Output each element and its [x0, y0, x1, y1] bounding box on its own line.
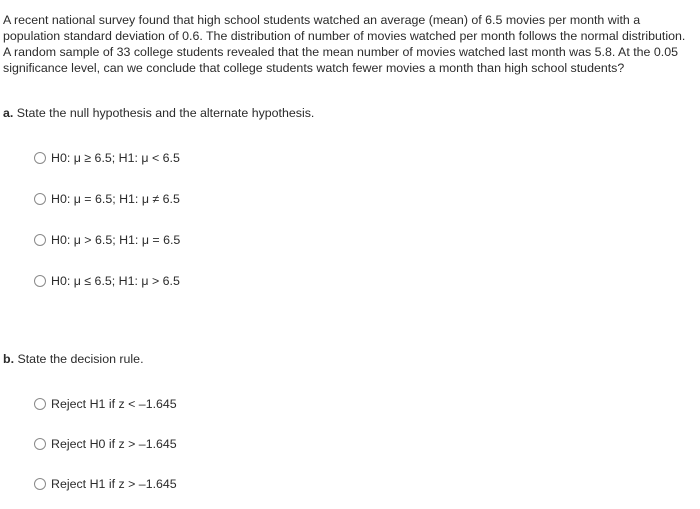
- radio-circle-icon[interactable]: [34, 193, 46, 205]
- radio-circle-icon[interactable]: [34, 438, 46, 450]
- option-a1-text: H0: μ ≥ 6.5; H1: μ < 6.5: [51, 151, 180, 165]
- part-a-letter: a.: [3, 106, 14, 120]
- radio-circle-icon[interactable]: [34, 152, 46, 164]
- option-b3[interactable]: [34, 477, 177, 491]
- part-b-prompt: State the decision rule.: [17, 352, 144, 366]
- radio-circle-icon[interactable]: [34, 478, 46, 490]
- question-text: A recent national survey found that high school students watched an average (mean) of 6.5 movies per month with a population standard deviation of 0.6. The distribution of number of movies watched per month follows the normal distribution. A random sample of 33 college students revealed that the mean number of movies watched last month was 5.8. At the 0.05 significance level, can we conclude that college students watch fewer movies a month than high school students?: [3, 13, 686, 75]
- option-b1[interactable]: [34, 397, 177, 411]
- part-a-prompt: State the null hypothesis and the alternate hypothesis.: [16, 106, 315, 120]
- option-a2[interactable]: [34, 192, 180, 206]
- option-a1[interactable]: [34, 151, 180, 165]
- option-b3-text: Reject H1 if z > –1.645: [51, 477, 177, 491]
- option-a4[interactable]: [34, 274, 180, 288]
- option-b1-text: Reject H1 if z < –1.645: [51, 397, 177, 411]
- option-a2-text: H0: μ = 6.5; H1: μ ≠ 6.5: [51, 192, 180, 206]
- option-b2-text: Reject H0 if z > –1.645: [51, 437, 177, 451]
- option-a3[interactable]: [34, 233, 180, 247]
- part-a-label: [3, 106, 314, 120]
- option-b2[interactable]: [34, 437, 177, 451]
- radio-circle-icon[interactable]: [34, 234, 46, 246]
- radio-circle-icon[interactable]: [34, 275, 46, 287]
- radio-circle-icon[interactable]: [34, 398, 46, 410]
- part-b-letter: b.: [3, 352, 15, 366]
- option-a3-text: H0: μ > 6.5; H1: μ = 6.5: [51, 233, 181, 247]
- option-a4-text: H0: μ ≤ 6.5; H1: μ > 6.5: [51, 274, 180, 288]
- part-b-label: [3, 352, 144, 366]
